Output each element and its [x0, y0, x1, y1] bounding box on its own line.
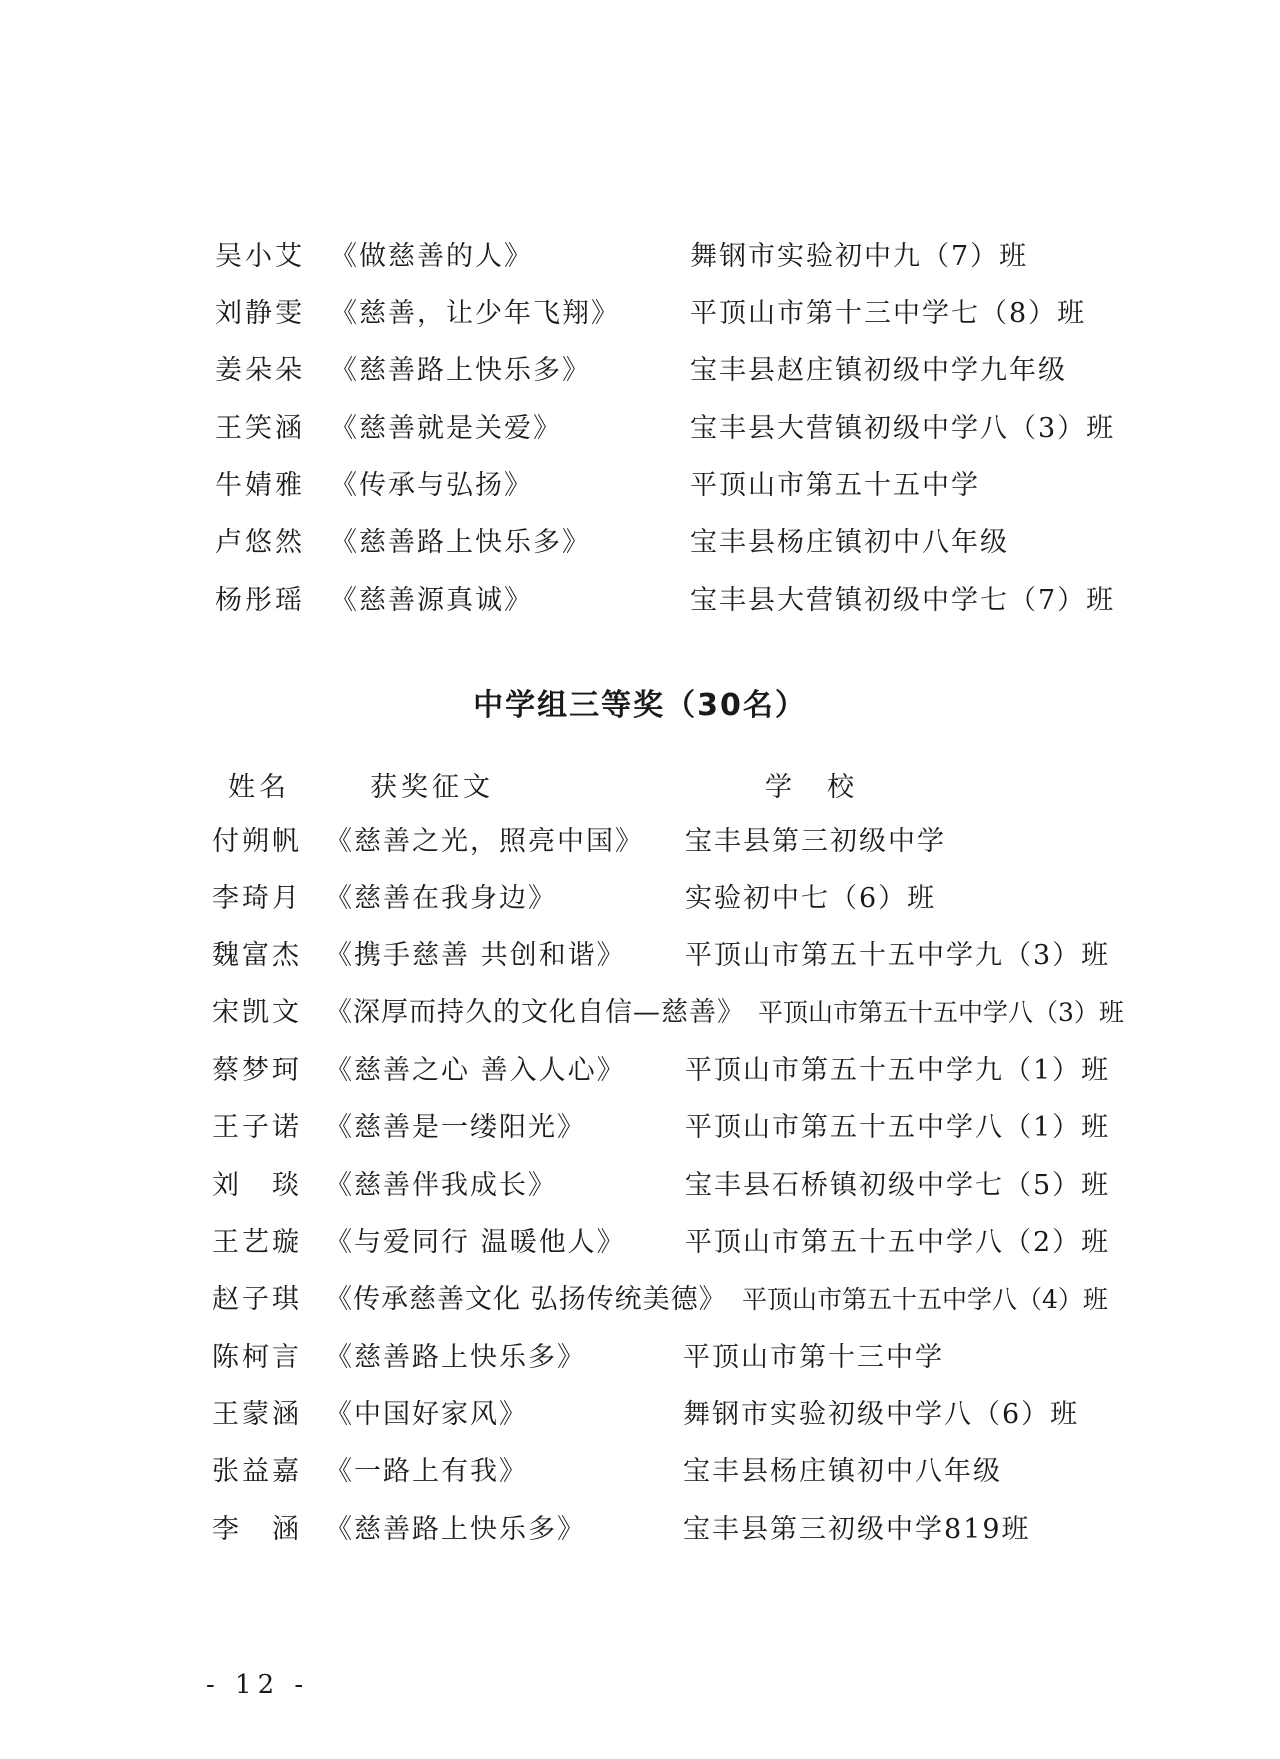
essay-title: 《深厚而持久的文化自信—慈善》 [325, 997, 745, 1028]
essay-title: 《慈善路上快乐多》 [325, 1514, 586, 1545]
list-item [0, 993, 1280, 1033]
student-name: 赵子琪 [212, 1284, 302, 1315]
school-name: 平顶山市第五十五中学八（1）班 [685, 1112, 1111, 1143]
essay-title: 《做慈善的人》 [330, 241, 533, 272]
student-name: 王艺璇 [212, 1227, 302, 1258]
student-name: 张益嘉 [212, 1456, 302, 1487]
essay-title: 《一路上有我》 [325, 1456, 528, 1487]
essay-title: 《慈善伴我成长》 [325, 1170, 557, 1201]
list-item [0, 581, 1280, 621]
essay-title: 《携手慈善 共创和谐》 [325, 940, 626, 971]
student-name: 蔡梦珂 [212, 1055, 302, 1086]
list-item [0, 351, 1280, 391]
list-item [0, 523, 1280, 563]
student-name: 李 涵 [212, 1514, 302, 1545]
list-item [0, 1108, 1280, 1148]
school-name: 平顶山市第五十五中学九（1）班 [685, 1055, 1111, 1086]
school-name: 舞钢市实验初级中学八（6）班 [683, 1399, 1080, 1430]
list-item [0, 1452, 1280, 1492]
student-name: 王笑涵 [215, 413, 305, 444]
essay-title: 《慈善之光，照亮中国》 [325, 826, 644, 857]
essay-title: 《中国好家风》 [325, 1399, 528, 1430]
essay-title: 《与爱同行 温暖他人》 [325, 1227, 626, 1258]
student-name: 付朔帆 [212, 826, 302, 857]
student-name: 魏富杰 [212, 940, 302, 971]
list-item [0, 237, 1280, 277]
essay-title: 《慈善源真诚》 [330, 585, 533, 616]
student-name: 吴小艾 [215, 241, 305, 272]
essay-title: 《慈善路上快乐多》 [330, 355, 591, 386]
list-item [0, 1280, 1280, 1320]
essay-title: 《慈善，让少年飞翔》 [330, 298, 620, 329]
list-item [0, 1395, 1280, 1435]
school-name: 平顶山市第十三中学 [683, 1342, 944, 1373]
school-name: 平顶山市第五十五中学八（2）班 [685, 1227, 1111, 1258]
student-name: 刘 琰 [212, 1170, 302, 1201]
list-item [0, 879, 1280, 919]
school-name: 宝丰县赵庄镇初级中学九年级 [690, 355, 1067, 386]
essay-title: 《慈善路上快乐多》 [330, 527, 591, 558]
list-item [0, 822, 1280, 862]
essay-title: 《慈善之心 善入人心》 [325, 1055, 626, 1086]
school-name: 舞钢市实验初中九（7）班 [690, 241, 1029, 272]
list-item [0, 294, 1280, 334]
essay-title: 《慈善路上快乐多》 [325, 1342, 586, 1373]
student-name: 宋凯文 [212, 997, 302, 1028]
school-name: 实验初中七（6）班 [685, 883, 937, 914]
student-name: 姜朵朵 [215, 355, 305, 386]
list-item [0, 1510, 1280, 1550]
school-name: 平顶山市第五十五中学八（4）班 [742, 1285, 1108, 1314]
column-header-name: 姓名 [228, 772, 290, 803]
essay-title: 《慈善是一缕阳光》 [325, 1112, 586, 1143]
school-name: 宝丰县第三初级中学819班 [683, 1514, 1031, 1545]
list-item [0, 936, 1280, 976]
column-header-essay: 获奖征文 [370, 772, 494, 803]
school-name: 宝丰县石桥镇初级中学七（5）班 [685, 1170, 1111, 1201]
list-item [0, 1051, 1280, 1091]
student-name: 卢悠然 [215, 527, 305, 558]
essay-title: 《传承与弘扬》 [330, 470, 533, 501]
school-name: 宝丰县大营镇初级中学七（7）班 [690, 585, 1116, 616]
student-name: 李琦月 [212, 883, 302, 914]
student-name: 陈柯言 [212, 1342, 302, 1373]
essay-title: 《慈善在我身边》 [325, 883, 557, 914]
school-name: 平顶山市第五十五中学 [690, 470, 980, 501]
list-item [0, 1223, 1280, 1263]
column-header-school: 学 校 [765, 772, 858, 803]
school-name: 平顶山市第五十五中学八（3）班 [758, 998, 1124, 1027]
student-name: 杨彤瑶 [215, 585, 305, 616]
school-name: 平顶山市第十三中学七（8）班 [690, 298, 1087, 329]
list-item [0, 1166, 1280, 1206]
student-name: 牛婧雅 [215, 470, 305, 501]
essay-title: 《慈善就是关爱》 [330, 413, 562, 444]
list-item [0, 1338, 1280, 1378]
school-name: 宝丰县第三初级中学 [685, 826, 946, 857]
school-name: 平顶山市第五十五中学九（3）班 [685, 940, 1111, 971]
school-name: 宝丰县杨庄镇初中八年级 [690, 527, 1009, 558]
student-name: 刘静雯 [215, 298, 305, 329]
student-name: 王子诺 [212, 1112, 302, 1143]
student-name: 王蒙涵 [212, 1399, 302, 1430]
school-name: 宝丰县杨庄镇初中八年级 [683, 1456, 1002, 1487]
section-heading: 中学组三等奖（30名） [473, 688, 807, 723]
page-number: - 12 - [206, 1670, 310, 1700]
list-item [0, 409, 1280, 449]
essay-title: 《传承慈善文化 弘扬传统美德》 [325, 1284, 727, 1315]
school-name: 宝丰县大营镇初级中学八（3）班 [690, 413, 1116, 444]
list-item [0, 466, 1280, 506]
